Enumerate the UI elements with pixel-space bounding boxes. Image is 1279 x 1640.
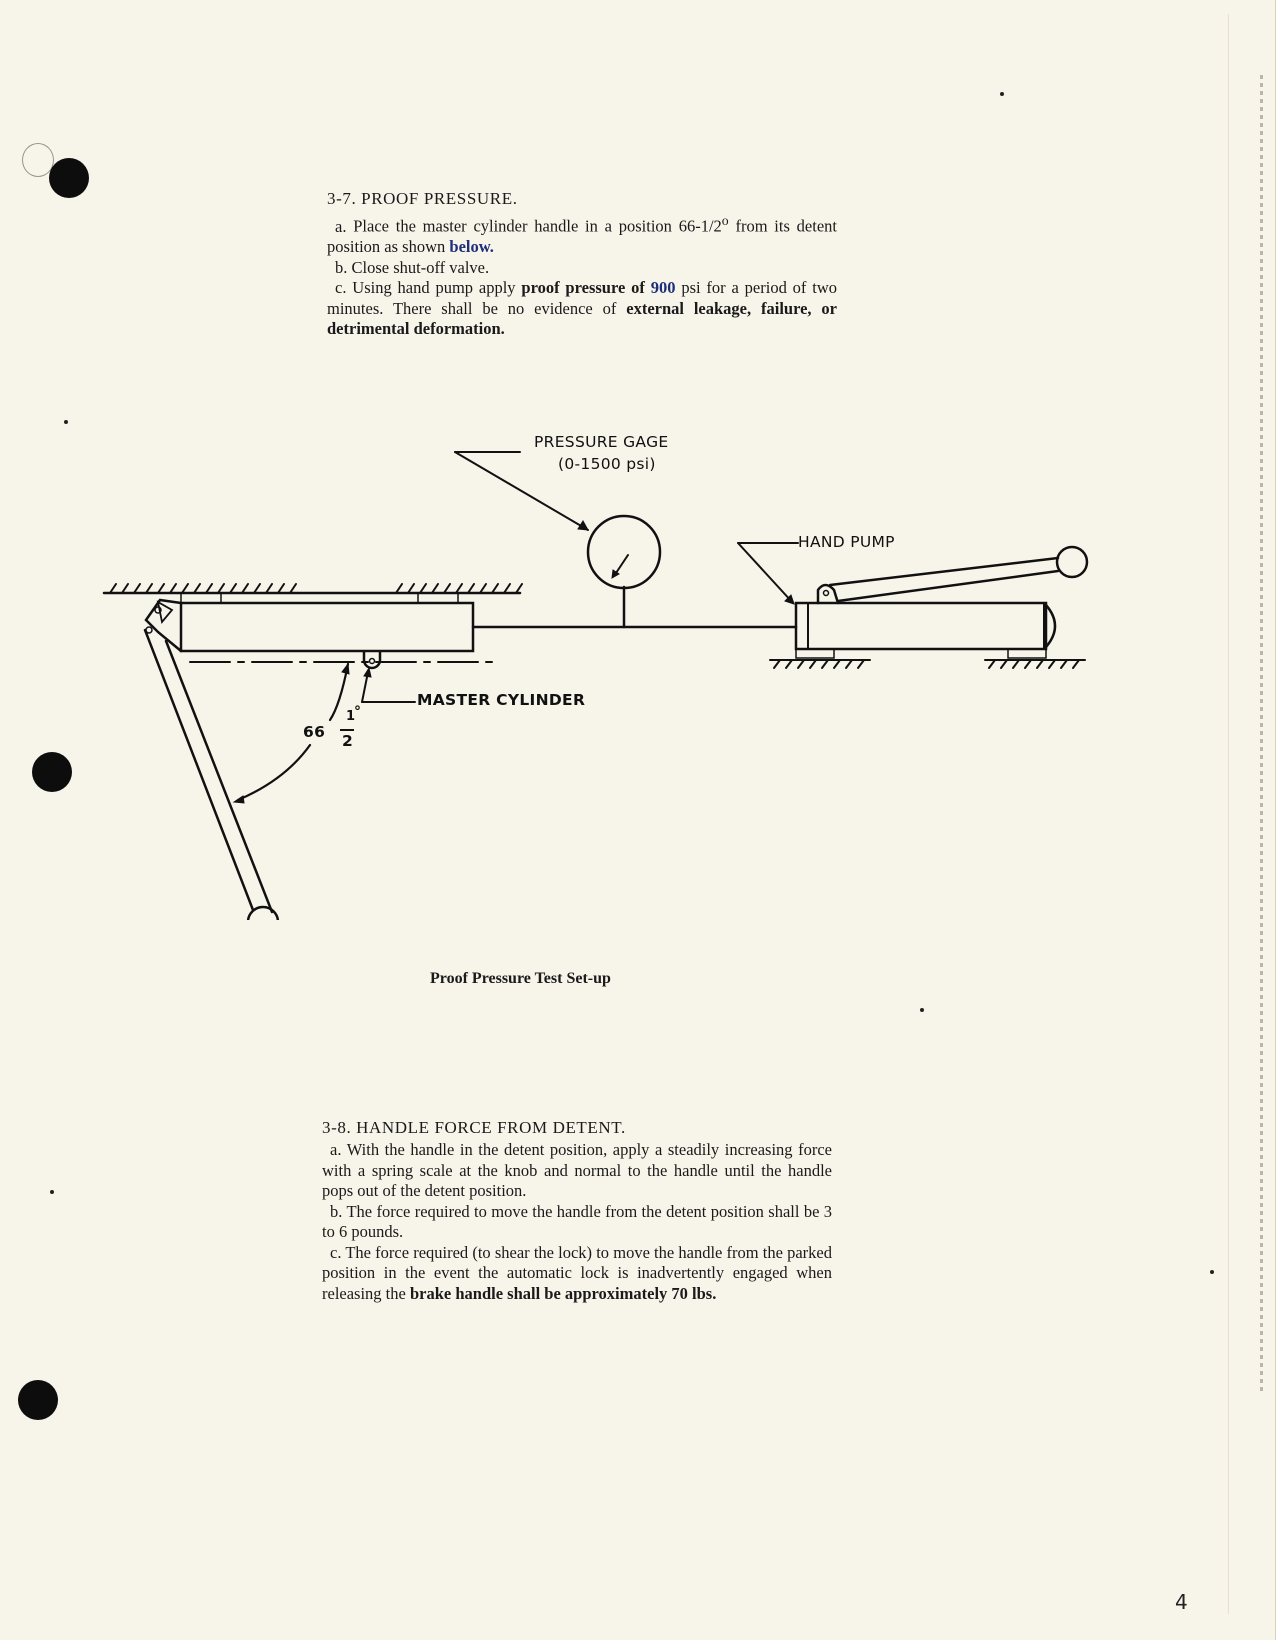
section-heading: 3-8. HANDLE FORCE FROM DETENT. [322, 1118, 626, 1137]
step-c: c. Using hand pump apply proof pressure of 900 psi for a period of two minutes. There shall be no evidence of external leakage, failure, or detrimental deformation. [327, 278, 838, 338]
speck [1000, 92, 1004, 96]
angle-whole: 66 [303, 723, 326, 741]
step-a: a. Place the master cylinder handle in a position 66-1/2$^o$ from its detent position as shown below. [327, 213, 837, 256]
angle-fraction-bar [340, 729, 354, 731]
angle-numerator: 1 [346, 709, 356, 724]
handwritten-pressure-value: 900 [650, 278, 676, 297]
figure-caption: Proof Pressure Test Set-up [430, 970, 611, 987]
section-proof-pressure [327, 189, 837, 340]
speck [920, 1008, 924, 1012]
page-number: 4 [1175, 1590, 1188, 1614]
speck [1210, 1270, 1214, 1274]
section-heading: 3-7. PROOF PRESSURE. [327, 189, 518, 208]
speck [50, 1190, 54, 1194]
step-a: a. With the handle in the detent position, apply a steadily increasing force with a spring scale at the knob and normal to the handle until the handle pops out of the detent position. [322, 1140, 833, 1200]
angle-denominator: 2 [342, 732, 354, 750]
step-b: b. Close shut-off valve. [335, 257, 490, 277]
pressure-range-label: (0-1500 psi) [558, 455, 656, 473]
angle-degree: ° [354, 704, 362, 720]
pressure-gage-label: PRESSURE GAGE [534, 433, 669, 451]
proof-pressure-diagram [0, 400, 1279, 920]
master-cylinder-label: MASTER CYLINDER [417, 691, 586, 709]
step-b: b. The force required to move the handle from the detent position shall be 3 to 6 pounds. [322, 1201, 833, 1241]
diagram-drawing [0, 400, 1279, 920]
punch-hole-top [49, 158, 89, 198]
hand-pump-label: HAND PUMP [798, 533, 895, 551]
handwritten-annotation: below. [449, 237, 494, 256]
punch-hole-bottom [18, 1380, 58, 1420]
section-handle-force [322, 1118, 832, 1304]
step-c: c. The force required (to shear the lock) to move the handle from the parked position in the event the automatic lock is inadvertently engaged when releasing the brake handle shall be approximately 70 lbs. [322, 1242, 832, 1303]
